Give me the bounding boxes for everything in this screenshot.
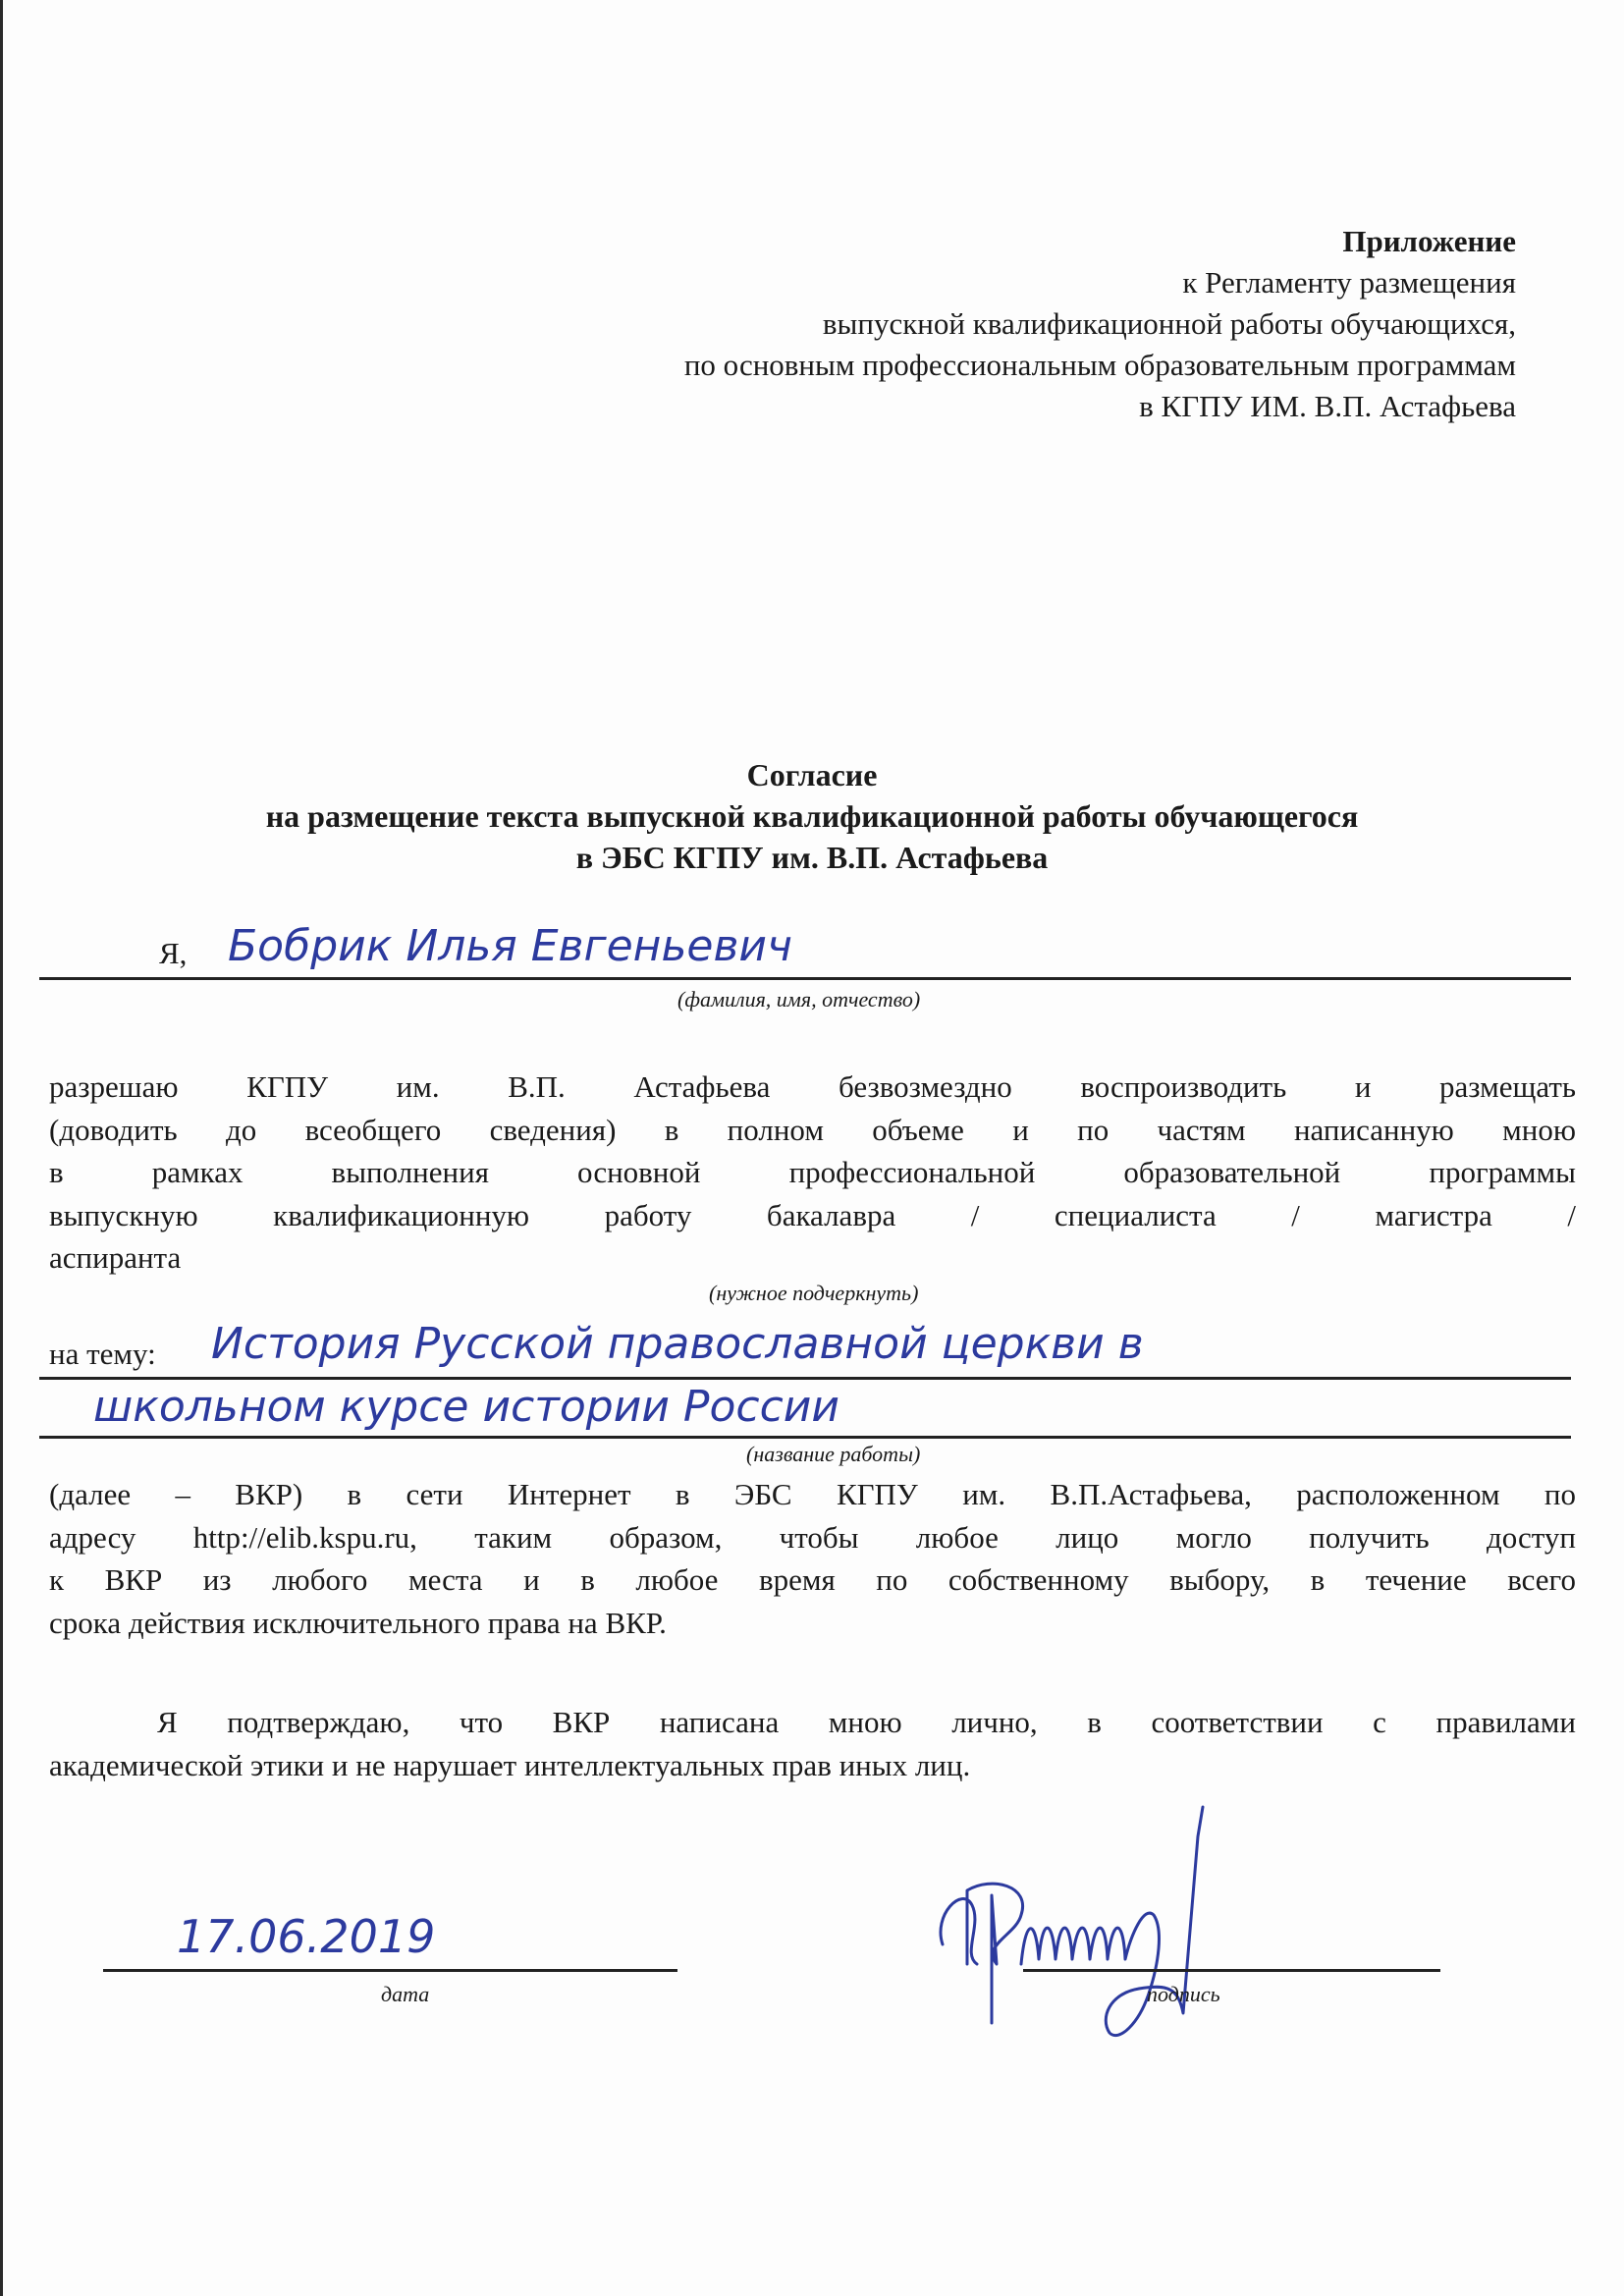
date-handwritten[interactable]: 17.06.2019 — [177, 1910, 436, 1963]
confirmation-paragraph — [49, 1701, 1576, 1786]
paragraph-line: (доводить до всеобщего сведения) в полном объеме и по частям написанную мною — [49, 1112, 1576, 1147]
date-underline — [103, 1969, 677, 1972]
paragraph-line: в рамках выполнения основной профессиональной образовательной программы — [49, 1155, 1576, 1189]
underline-hint-caption: (нужное подчеркнуть) — [709, 1281, 919, 1305]
paragraph-line: к ВКР из любого места и в любое время по собственному выбору, в течение всего — [49, 1562, 1576, 1597]
consent-subtitle: в ЭБС КГПУ им. В.П. Астафьева — [575, 840, 1049, 875]
topic-underline-1 — [39, 1377, 1571, 1380]
topic-handwritten-line-1[interactable]: История Русской православной церкви в — [211, 1319, 1144, 1369]
topic-caption: (название работы) — [746, 1442, 921, 1466]
appendix-title: Приложение — [1342, 224, 1516, 258]
date-caption: дата — [381, 1982, 430, 2006]
appendix-line: по основным профессиональным образовательным программам — [683, 348, 1516, 382]
consent-subtitle: на размещение текста выпускной квалификационной работы обучающегося — [265, 798, 1359, 834]
paragraph-line: выпускную квалификационную работу бакалавра / специалиста / магистра / — [49, 1197, 1576, 1232]
name-caption: (фамилия, имя, отчество) — [677, 987, 921, 1011]
topic-prefix: на тему: — [49, 1337, 156, 1371]
name-prefix: Я, — [159, 936, 188, 970]
appendix-line: выпускной квалификационной работы обучающихся, — [822, 306, 1516, 341]
paragraph-line: (далее – ВКР) в сети Интернет в ЭБС КГПУ им. В.П.Астафьева, расположенном по — [49, 1477, 1576, 1511]
paragraph-line: адресу http://elib.kspu.ru, таким образом, чтобы любое лицо могло получить доступ — [49, 1519, 1576, 1555]
topic-handwritten-line-2[interactable]: школьном курсе истории России — [93, 1382, 839, 1432]
consent-title: Согласие — [746, 757, 878, 793]
name-underline — [39, 977, 1571, 980]
topic-underline-2 — [39, 1436, 1571, 1439]
signature-scribble[interactable] — [923, 1797, 1335, 2052]
paragraph-line: аспиранта — [49, 1240, 182, 1275]
permission-paragraph — [49, 1066, 1576, 1280]
appendix-header — [684, 221, 1516, 427]
paragraph-line: разрешаю КГПУ им. В.П. Астафьева безвозмездно воспроизводить и размещать — [49, 1069, 1576, 1104]
paragraph-line: Я подтверждаю, что ВКР написана мною лично, в соответствии с правилами — [157, 1705, 1576, 1739]
appendix-line: к Регламенту размещения — [1182, 265, 1516, 300]
paragraph-line: срока действия исключительного права на ВКР. — [49, 1605, 667, 1640]
name-handwritten[interactable]: Бобрик Илья Евгеньевич — [228, 921, 792, 971]
signature-underline — [1023, 1969, 1440, 1972]
signature-caption: подпись — [1147, 1982, 1220, 2006]
publication-paragraph — [49, 1473, 1576, 1644]
scan-edge — [0, 0, 3, 2296]
consent-heading — [0, 754, 1624, 878]
paragraph-line: академической этики и не нарушает интеллектуальных прав иных лиц. — [49, 1747, 971, 1782]
appendix-line: в КГПУ ИМ. В.П. Астафьева — [1139, 389, 1516, 423]
